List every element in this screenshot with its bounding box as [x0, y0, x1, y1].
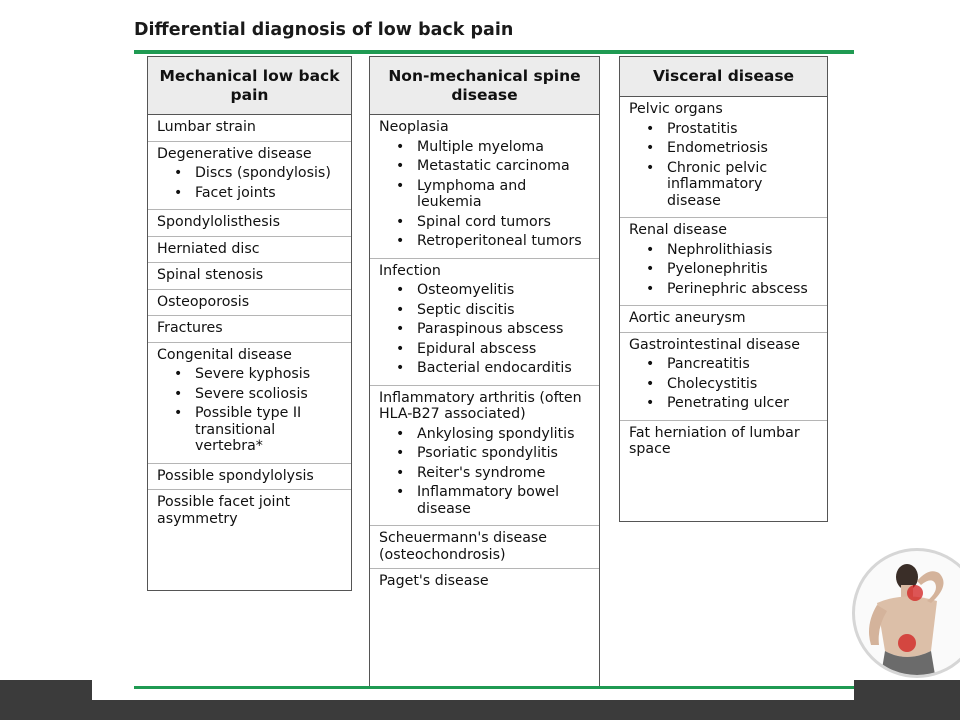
cell-label: Scheuermann's disease (osteochondrosis)	[379, 530, 548, 563]
list-item: • Multiple myeloma	[417, 139, 591, 156]
table-cell	[148, 115, 351, 142]
table-cell	[620, 97, 827, 218]
list-item: • Facet joints	[195, 185, 343, 202]
back-pain-figure-svg	[855, 551, 960, 675]
column-mechanical	[147, 56, 352, 591]
column-header: Visceral disease	[620, 57, 827, 97]
cell-label: Gastrointestinal disease	[629, 336, 800, 353]
bullet-list	[157, 366, 343, 455]
list-item: • Ankylosing spondylitis	[417, 426, 591, 443]
list-item: • Septic discitis	[417, 302, 591, 319]
list-item: • Spinal cord tumors	[417, 214, 591, 231]
table-cell	[148, 316, 351, 343]
bullet-list	[629, 356, 819, 412]
list-item: • Severe scoliosis	[195, 386, 343, 403]
cell-label: Herniated disc	[157, 240, 260, 257]
cell-label: Fat herniation of lumbar space	[629, 424, 800, 457]
list-item: • Cholecystitis	[667, 376, 819, 393]
cell-label: Degenerative disease	[157, 145, 312, 162]
neck-pain-spot	[907, 585, 923, 601]
lower-back-pain-spot	[898, 634, 916, 652]
list-item: • Epidural abscess	[417, 341, 591, 358]
page-title: Differential diagnosis of low back pain	[134, 20, 514, 40]
list-item: • Pyelonephritis	[667, 261, 819, 278]
bottom-divider	[134, 686, 854, 689]
list-item: • Paraspinous abscess	[417, 321, 591, 338]
table-cell	[148, 263, 351, 290]
cell-label: Neoplasia	[379, 119, 449, 135]
table-cell	[620, 218, 827, 306]
cell-label: Spinal stenosis	[157, 267, 264, 283]
cell-label: Congenital disease	[157, 346, 292, 363]
cell-label: Renal disease	[629, 222, 727, 238]
list-item: • Pancreatitis	[667, 356, 819, 373]
table-cell	[370, 386, 599, 527]
table-cell	[148, 464, 351, 491]
bullet-list	[157, 165, 343, 201]
table-cell	[620, 333, 827, 421]
column-header: Non-mechanical spine disease	[370, 57, 599, 115]
list-item: • Lymphoma and leukemia	[417, 178, 591, 211]
list-item: • Prostatitis	[667, 121, 819, 138]
bullet-list	[379, 426, 591, 518]
table-cell	[148, 142, 351, 211]
cell-label: Spondylolisthesis	[157, 214, 280, 230]
cell-label: Lumbar strain	[157, 119, 256, 135]
list-item: • Discs (spondylosis)	[195, 165, 343, 182]
list-item: • Severe kyphosis	[195, 366, 343, 383]
list-item: • Perinephric abscess	[667, 281, 819, 298]
cell-label: Possible spondylolysis	[157, 467, 314, 484]
bullet-list	[379, 282, 591, 377]
cell-label: Possible facet joint asymmetry	[157, 494, 291, 527]
list-item: • Penetrating ulcer	[667, 395, 819, 412]
column-body	[370, 115, 599, 595]
cell-label: Inflammatory arthritis (often HLA-B27 associated)	[379, 389, 582, 422]
table-cell	[148, 290, 351, 317]
cell-label: Paget's disease	[379, 573, 489, 589]
table-cell	[148, 490, 351, 532]
bullet-list	[379, 139, 591, 250]
list-item: • Possible type II transitional vertebra*	[195, 405, 343, 455]
top-divider	[134, 50, 854, 54]
list-item: • Endometriosis	[667, 140, 819, 157]
table-cell	[148, 343, 351, 464]
cell-label: Fractures	[157, 320, 223, 336]
list-item: • Metastatic carcinoma	[417, 158, 591, 175]
cell-label: Pelvic organs	[629, 101, 723, 117]
list-item: • Osteomyelitis	[417, 282, 591, 299]
list-item: • Nephrolithiasis	[667, 242, 819, 259]
column-body	[620, 97, 827, 463]
table-cell	[370, 259, 599, 386]
list-item: • Bacterial endocarditis	[417, 360, 591, 377]
column-visceral	[619, 56, 828, 522]
column-body	[148, 115, 351, 532]
table-cell	[370, 569, 599, 595]
bullet-list	[629, 242, 819, 298]
list-item: • Inflammatory bowel disease	[417, 484, 591, 517]
table-cell	[370, 526, 599, 569]
table-cell	[148, 237, 351, 264]
bullet-list	[629, 121, 819, 210]
cell-label: Aortic aneurysm	[629, 310, 746, 326]
table-cell	[370, 115, 599, 259]
list-item: • Psoriatic spondylitis	[417, 445, 591, 462]
list-item: • Reiter's syndrome	[417, 465, 591, 482]
column-header: Mechanical low back pain	[148, 57, 351, 115]
cell-label: Infection	[379, 262, 441, 279]
list-item: • Retroperitoneal tumors	[417, 233, 591, 250]
list-item: • Chronic pelvic inflammatory disease	[667, 160, 819, 210]
table-cell	[148, 210, 351, 237]
table-cell	[620, 306, 827, 333]
column-non-mechanical	[369, 56, 600, 689]
table-cell	[620, 421, 827, 463]
back-pain-figure-icon	[852, 548, 960, 678]
cell-label: Osteoporosis	[157, 293, 250, 310]
